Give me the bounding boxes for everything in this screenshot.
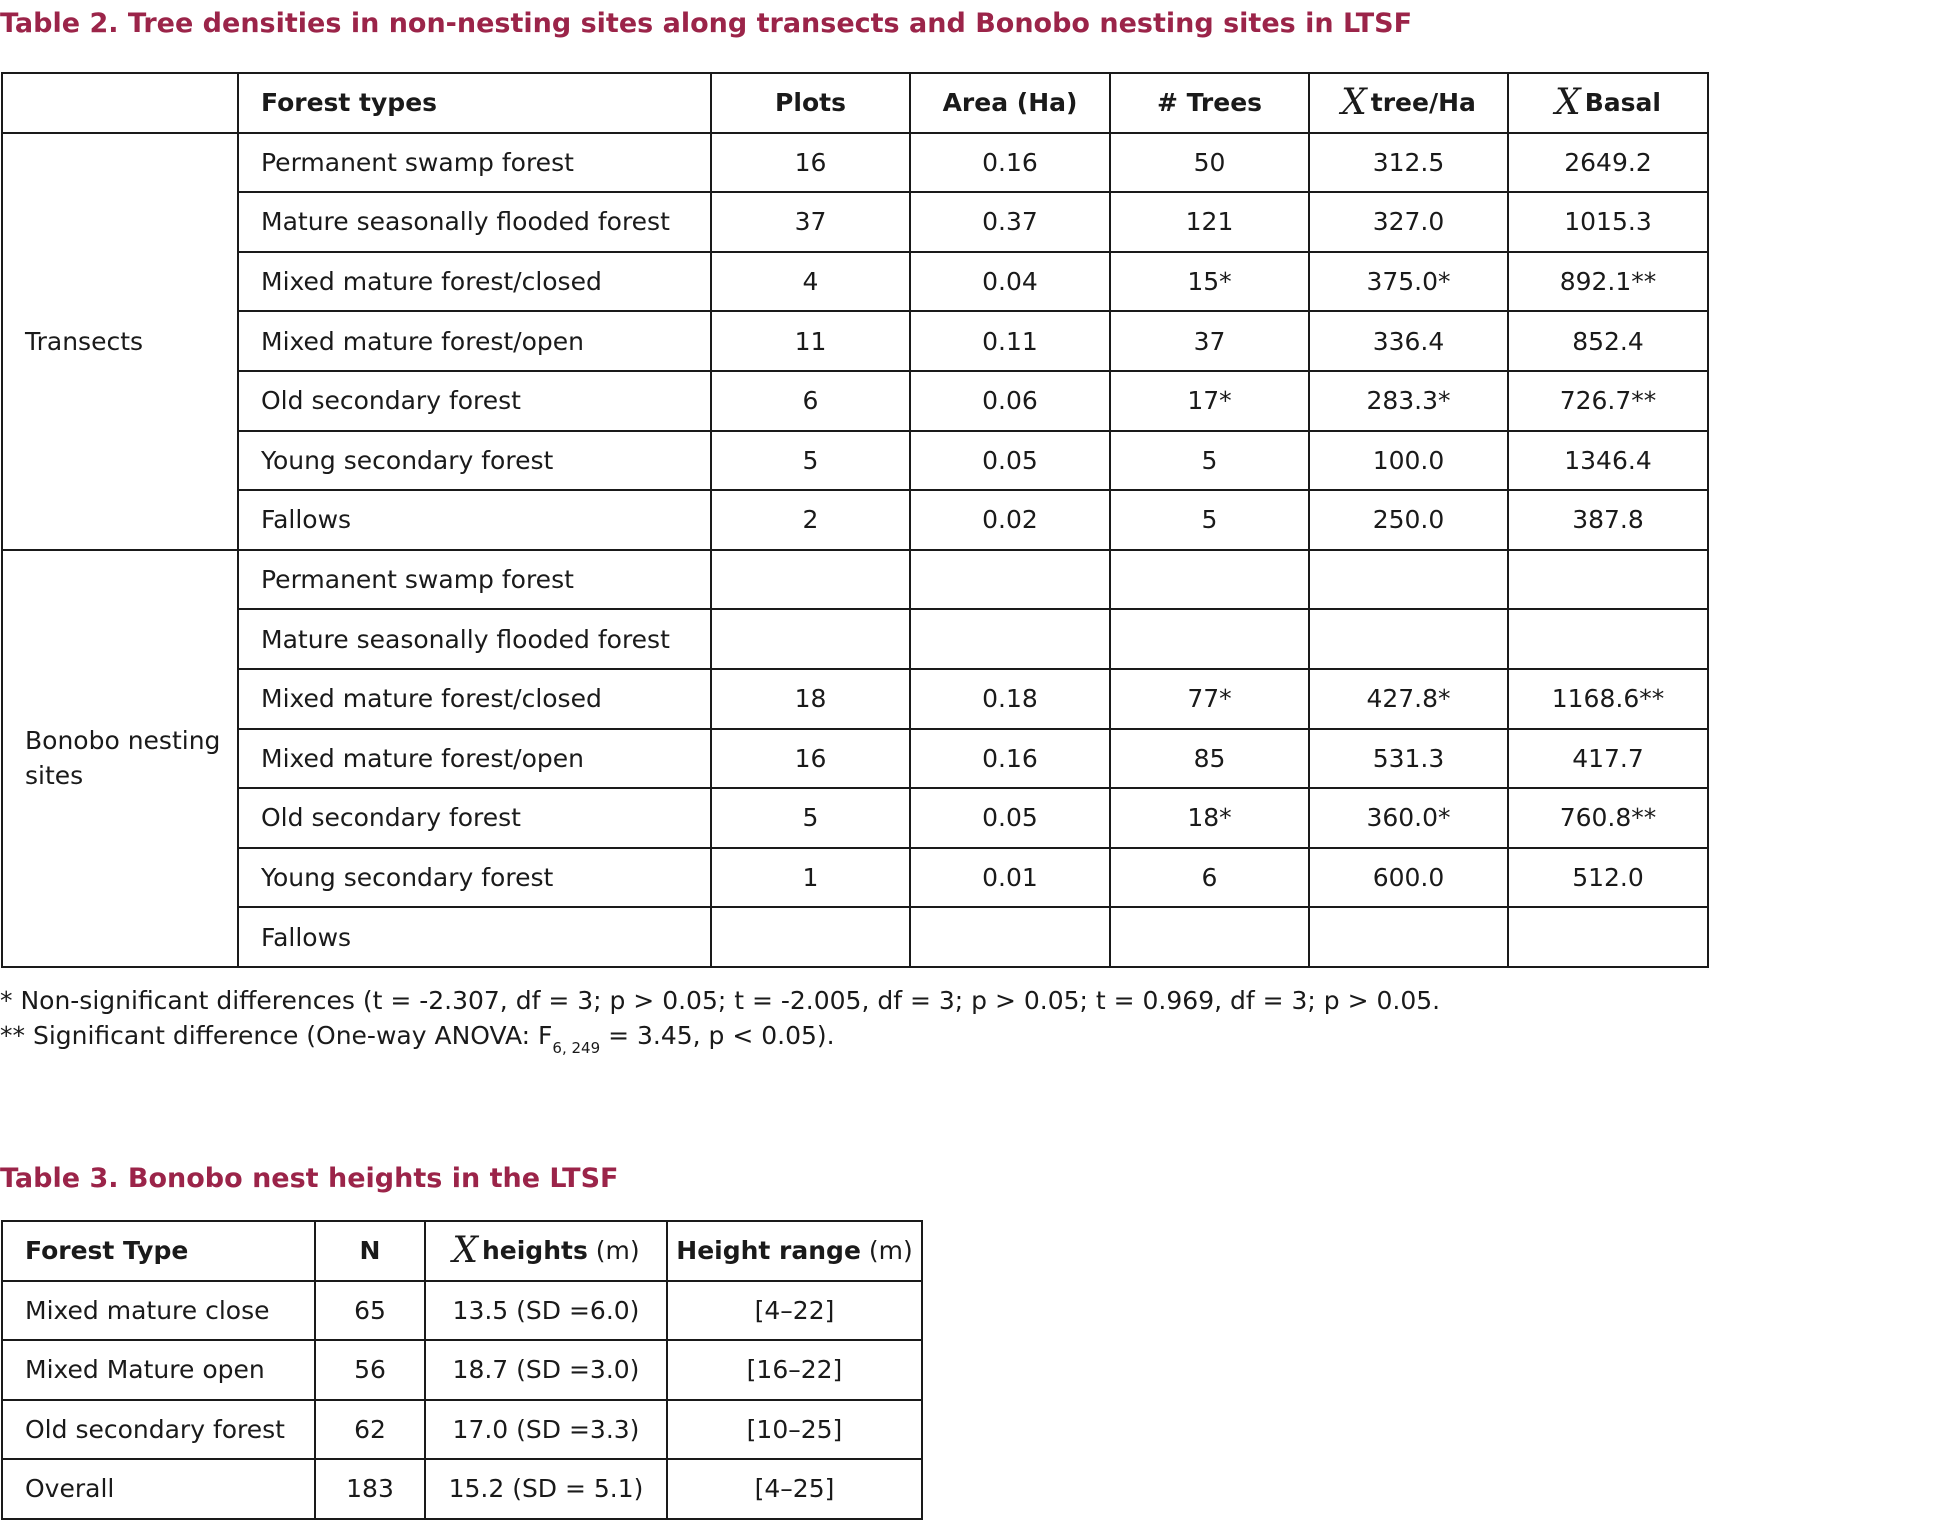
header-tree-ha-label: tree/Ha <box>1370 88 1476 118</box>
height-range-cell: [16–22] <box>667 1340 922 1400</box>
trees-cell: 50 <box>1110 133 1309 193</box>
area-cell: 0.16 <box>910 729 1110 789</box>
area-cell: 0.06 <box>910 371 1110 431</box>
basal-cell <box>1508 550 1708 610</box>
tree-ha-cell: 360.0* <box>1309 788 1508 848</box>
mean-height-cell: 13.5 (SD =6.0) <box>425 1281 667 1341</box>
basal-cell: 387.8 <box>1508 490 1708 550</box>
forest-type-cell: Overall <box>2 1459 315 1519</box>
area-cell: 0.18 <box>910 669 1110 729</box>
tree-ha-cell: 283.3* <box>1309 371 1508 431</box>
height-range-cell: [10–25] <box>667 1400 922 1460</box>
footnote-subscript: 6, 249 <box>552 1039 601 1057</box>
area-cell: 0.05 <box>910 788 1110 848</box>
area-cell: 0.04 <box>910 252 1110 312</box>
mean-symbol: X <box>452 1230 478 1272</box>
area-cell: 0.11 <box>910 311 1110 371</box>
basal-cell: 852.4 <box>1508 311 1708 371</box>
tree-ha-cell: 100.0 <box>1309 431 1508 491</box>
header-forest-type: Forest Type <box>2 1221 315 1281</box>
basal-cell: 1015.3 <box>1508 192 1708 252</box>
table-row <box>2 669 1708 729</box>
group-label: Transects <box>2 133 238 550</box>
table-row <box>2 133 1708 193</box>
plots-cell: 1 <box>711 848 910 908</box>
forest-type-cell: Mature seasonally flooded forest <box>238 192 711 252</box>
trees-cell: 85 <box>1110 729 1309 789</box>
header-empty-cell <box>2 73 238 133</box>
table-row <box>2 252 1708 312</box>
table-row <box>2 788 1708 848</box>
height-range-cell: [4–22] <box>667 1281 922 1341</box>
header-mean-heights <box>425 1221 667 1281</box>
header-plots: Plots <box>711 73 910 133</box>
table-row <box>2 1281 922 1341</box>
basal-cell <box>1508 609 1708 669</box>
area-cell: 0.37 <box>910 192 1110 252</box>
header-range-unit: (m) <box>860 1236 913 1266</box>
forest-type-cell: Young secondary forest <box>238 431 711 491</box>
group-label: Bonobo nesting sites <box>2 550 238 967</box>
plots-cell: 11 <box>711 311 910 371</box>
table3-caption: Table 3. Bonobo nest heights in the LTSF <box>0 1163 619 1194</box>
plots-cell: 5 <box>711 788 910 848</box>
mean-height-cell: 17.0 (SD =3.3) <box>425 1400 667 1460</box>
mean-height-cell: 18.7 (SD =3.0) <box>425 1340 667 1400</box>
table-row <box>2 371 1708 431</box>
area-cell: 0.02 <box>910 490 1110 550</box>
plots-cell: 4 <box>711 252 910 312</box>
plots-cell <box>711 609 910 669</box>
forest-type-cell: Mixed mature forest/closed <box>238 252 711 312</box>
trees-cell: 5 <box>1110 490 1309 550</box>
forest-type-cell: Mature seasonally flooded forest <box>238 609 711 669</box>
forest-type-cell: Old secondary forest <box>2 1400 315 1460</box>
trees-cell: 6 <box>1110 848 1309 908</box>
area-cell <box>910 550 1110 610</box>
trees-cell <box>1110 907 1309 967</box>
table2-header-row <box>2 73 1708 133</box>
forest-type-cell: Permanent swamp forest <box>238 550 711 610</box>
basal-cell: 892.1** <box>1508 252 1708 312</box>
footnote-text: ** Significant difference (One-way ANOVA: F <box>0 1021 553 1050</box>
mean-height-cell: 15.2 (SD = 5.1) <box>425 1459 667 1519</box>
table-row <box>2 490 1708 550</box>
trees-cell: 5 <box>1110 431 1309 491</box>
forest-type-cell: Mixed mature forest/open <box>238 311 711 371</box>
table-row <box>2 1340 922 1400</box>
forest-type-cell: Young secondary forest <box>238 848 711 908</box>
trees-cell <box>1110 550 1309 610</box>
table-row <box>2 1459 922 1519</box>
tree-ha-cell: 427.8* <box>1309 669 1508 729</box>
plots-cell: 5 <box>711 431 910 491</box>
basal-cell: 1346.4 <box>1508 431 1708 491</box>
table-row <box>2 550 1708 610</box>
table-row <box>2 431 1708 491</box>
basal-cell <box>1508 907 1708 967</box>
basal-cell: 1168.6** <box>1508 669 1708 729</box>
n-cell: 183 <box>315 1459 425 1519</box>
tree-density-table <box>1 72 1709 968</box>
tree-ha-cell: 531.3 <box>1309 729 1508 789</box>
plots-cell: 16 <box>711 729 910 789</box>
nest-heights-table <box>1 1220 923 1520</box>
table-row <box>2 848 1708 908</box>
trees-cell: 15* <box>1110 252 1309 312</box>
basal-cell: 726.7** <box>1508 371 1708 431</box>
trees-cell: 37 <box>1110 311 1309 371</box>
forest-type-cell: Fallows <box>238 907 711 967</box>
forest-type-cell: Mixed mature close <box>2 1281 315 1341</box>
tree-ha-cell: 600.0 <box>1309 848 1508 908</box>
header-heights-unit: (m) <box>587 1236 640 1266</box>
header-range-label: Height range <box>676 1236 861 1266</box>
tree-ha-cell: 327.0 <box>1309 192 1508 252</box>
table-row <box>2 1400 922 1460</box>
forest-type-cell: Permanent swamp forest <box>238 133 711 193</box>
header-mean-tree-per-ha <box>1309 73 1508 133</box>
mean-symbol: X <box>1341 82 1367 124</box>
footnote-text-end: = 3.45, p < 0.05). <box>600 1021 835 1050</box>
height-range-cell: [4–25] <box>667 1459 922 1519</box>
tree-ha-cell: 375.0* <box>1309 252 1508 312</box>
area-cell: 0.16 <box>910 133 1110 193</box>
forest-type-cell: Mixed mature forest/open <box>238 729 711 789</box>
area-cell <box>910 609 1110 669</box>
header-basal-label: Basal <box>1584 88 1661 118</box>
tree-ha-cell <box>1309 907 1508 967</box>
plots-cell <box>711 907 910 967</box>
trees-cell: 121 <box>1110 192 1309 252</box>
header-heights-label: heights <box>481 1236 588 1266</box>
n-cell: 56 <box>315 1340 425 1400</box>
table-row <box>2 609 1708 669</box>
plots-cell: 2 <box>711 490 910 550</box>
plots-cell: 37 <box>711 192 910 252</box>
basal-cell: 760.8** <box>1508 788 1708 848</box>
header-mean-basal <box>1508 73 1708 133</box>
header-trees: # Trees <box>1110 73 1309 133</box>
header-area: Area (Ha) <box>910 73 1110 133</box>
table3-header-row <box>2 1221 922 1281</box>
plots-cell: 6 <box>711 371 910 431</box>
basal-cell: 417.7 <box>1508 729 1708 789</box>
trees-cell <box>1110 609 1309 669</box>
area-cell: 0.01 <box>910 848 1110 908</box>
table2-caption: Table 2. Tree densities in non-nesting sites along transects and Bonobo nesting sites in LTSF <box>0 8 1413 39</box>
area-cell: 0.05 <box>910 431 1110 491</box>
plots-cell <box>711 550 910 610</box>
tree-ha-cell: 336.4 <box>1309 311 1508 371</box>
header-height-range <box>667 1221 922 1281</box>
tree-ha-cell <box>1309 609 1508 669</box>
trees-cell: 17* <box>1110 371 1309 431</box>
tree-ha-cell: 250.0 <box>1309 490 1508 550</box>
area-cell <box>910 907 1110 967</box>
n-cell: 62 <box>315 1400 425 1460</box>
forest-type-cell: Mixed Mature open <box>2 1340 315 1400</box>
trees-cell: 18* <box>1110 788 1309 848</box>
table-row <box>2 192 1708 252</box>
footnote-significant <box>0 1021 835 1057</box>
plots-cell: 16 <box>711 133 910 193</box>
forest-type-cell: Fallows <box>238 490 711 550</box>
forest-type-cell: Old secondary forest <box>238 371 711 431</box>
table-row <box>2 311 1708 371</box>
n-cell: 65 <box>315 1281 425 1341</box>
tree-ha-cell <box>1309 550 1508 610</box>
forest-type-cell: Mixed mature forest/closed <box>238 669 711 729</box>
trees-cell: 77* <box>1110 669 1309 729</box>
basal-cell: 2649.2 <box>1508 133 1708 193</box>
header-forest-types: Forest types <box>238 73 711 133</box>
table-row <box>2 907 1708 967</box>
forest-type-cell: Old secondary forest <box>238 788 711 848</box>
tree-ha-cell: 312.5 <box>1309 133 1508 193</box>
mean-symbol: X <box>1555 82 1581 124</box>
footnote-non-significant: * Non-significant differences (t = -2.307, df = 3; p > 0.05; t = -2.005, df = 3; p > 0.05; t = 0.969, df = 3; p > 0.05. <box>0 986 1441 1015</box>
basal-cell: 512.0 <box>1508 848 1708 908</box>
header-n: N <box>315 1221 425 1281</box>
table-row <box>2 729 1708 789</box>
plots-cell: 18 <box>711 669 910 729</box>
